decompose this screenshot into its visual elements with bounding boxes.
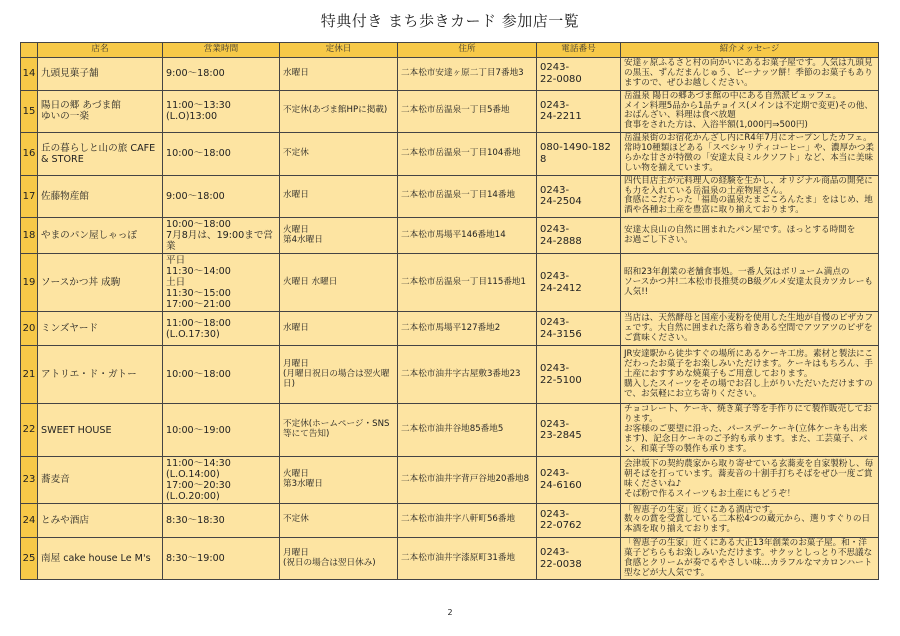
shop-number: 17: [21, 175, 38, 218]
page-number: 2: [447, 608, 453, 617]
shop-number: 20: [21, 312, 38, 346]
closed-days: 不定休(ホームページ・SNS等にて告知): [280, 404, 398, 456]
closed-days: 月曜日 (月曜日祝日の場合は翌火曜日): [280, 346, 398, 404]
table-row: [21, 254, 879, 312]
table-row: [21, 218, 879, 254]
closed-days: 火曜日 第4水曜日: [280, 218, 398, 254]
closed-days: 火曜日 第3水曜日: [280, 456, 398, 503]
table-row: [21, 58, 879, 91]
business-hours: 10:00～19:00: [163, 404, 280, 456]
shop-address: 二本松市油井字古屋敷3番地23: [398, 346, 537, 404]
closed-days: 水曜日: [280, 175, 398, 218]
header-address: 住所: [398, 43, 537, 58]
intro-message: 「智恵子の生家」近くにある酒店です。 数々の賞を受賞している二本松4つの蔵元から、選りすぐりの日本酒を取り揃えております。: [621, 503, 879, 537]
participating-shops-table: [20, 42, 879, 580]
closed-days: 水曜日: [280, 312, 398, 346]
shop-number: 21: [21, 346, 38, 404]
shop-number: 23: [21, 456, 38, 503]
closed-days: 火曜日 水曜日: [280, 254, 398, 312]
shop-name: 蕎麦音: [38, 456, 163, 503]
business-hours: 10:00～18:00: [163, 346, 280, 404]
table-row: [21, 175, 879, 218]
header-hours: 営業時間: [163, 43, 280, 58]
shop-address: 二本松市油井字漆原町31番地: [398, 537, 537, 580]
phone-number: 0243- 23-2845: [537, 404, 621, 456]
header-row: [21, 43, 879, 58]
phone-number: 0243- 24-2412: [537, 254, 621, 312]
shop-name: ソースかつ丼 成駒: [38, 254, 163, 312]
shop-name: 南屋 cake house Le M's: [38, 537, 163, 580]
phone-number: 0243- 24-2504: [537, 175, 621, 218]
business-hours: 11:00～13:30 (L.O)13:00: [163, 90, 280, 133]
table-row: [21, 537, 879, 580]
closed-days: 不定休: [280, 503, 398, 537]
shop-name: 丘の暮らしと山の旅 CAFE & STORE: [38, 133, 163, 176]
shop-address: 二本松市馬場平146番地14: [398, 218, 537, 254]
header-no: [21, 43, 38, 58]
table-row: [21, 456, 879, 503]
shop-name: ミンズヤード: [38, 312, 163, 346]
shop-address: 二本松市岳温泉一丁目104番地: [398, 133, 537, 176]
shop-number: 14: [21, 58, 38, 91]
table-row: [21, 133, 879, 176]
shop-number: 15: [21, 90, 38, 133]
shop-address: 二本松市安達ヶ原二丁目7番地3: [398, 58, 537, 91]
phone-number: 0243- 24-3156: [537, 312, 621, 346]
intro-message: 安達ヶ原ふるさと村の向かいにあるお菓子屋です。人気は九頭見の黒玉、ずんだまんじゅう、ピーナッツ餅！季節のお菓子もありますので、ぜひお越しください。: [621, 58, 879, 91]
table-row: [21, 312, 879, 346]
phone-number: 0243- 22-0080: [537, 58, 621, 91]
intro-message: 会津坂下の契約農家から取り寄せている玄蕎麦を自家製粉し、毎朝そばを打っています。蕎麦音の十割手打ちそばをぜひ一度ご賞味くださいね♪ そば粉で作るスイーツもお土産にもどうぞ！: [621, 456, 879, 503]
intro-message: 岳温泉街のお宿花かんざし内にR4年7月にオープンしたカフェ。常時10種類ほどある「スペシャリティコーヒー」や、濃厚かつ柔らかな甘さが特徴の「安達太良ミルクソフト」など、本当に美味しい物を揃えています。: [621, 133, 879, 176]
shop-number: 25: [21, 537, 38, 580]
intro-message: 岳温泉 陽日の郷あづま館の中にある自然派ビュッフェ。 メイン料理5品から1品チョイス(メインは不定期で変更)その他、おばんざい、料理は食べ放題 食事をされた方は、入浴半額(1,000円⇒500円): [621, 90, 879, 133]
shop-address: 二本松市馬場平127番地2: [398, 312, 537, 346]
shop-address: 二本松市油井字背戸谷地20番地8: [398, 456, 537, 503]
business-hours: 10:00～18:00: [163, 133, 280, 176]
shop-name: SWEET HOUSE: [38, 404, 163, 456]
business-hours: 8:30～19:00: [163, 537, 280, 580]
shop-address: 二本松市油井谷地85番地5: [398, 404, 537, 456]
shop-name: とみや酒店: [38, 503, 163, 537]
shop-address: 二本松市岳温泉一丁目115番地1: [398, 254, 537, 312]
header-name: 店名: [38, 43, 163, 58]
business-hours: 9:00～18:00: [163, 58, 280, 91]
shop-address: 二本松市油井字八軒町56番地: [398, 503, 537, 537]
closed-days: 月曜日 (祝日の場合は翌日休み): [280, 537, 398, 580]
business-hours: 平日 11:30～14:00 土日 11:30～15:00 17:00～21:00: [163, 254, 280, 312]
shop-name: やまのパン屋しゃっぽ: [38, 218, 163, 254]
closed-days: 水曜日: [280, 58, 398, 91]
intro-message: 四代目店主が元料理人の経験を生かし、オリジナル商品の開発にも力を入れている岳温泉の土産物屋さん。 食感にこだわった「福島の温泉たまごころんたま」をはじめ、地酒や各種お土産を豊富に取り揃えております。: [621, 175, 879, 218]
business-hours: 11:00～14:30 (L.O.14:00) 17:00～20:30 (L.O.20:00): [163, 456, 280, 503]
shop-number: 19: [21, 254, 38, 312]
phone-number: 0243- 24-6160: [537, 456, 621, 503]
header-message: 紹介メッセージ: [621, 43, 879, 58]
intro-message: 昭和23年創業の老舗食事処。一番人気はボリューム満点の ソースかつ丼!二本松市長推奨のB級グルメ安達太良カツカレーも人気!!: [621, 254, 879, 312]
intro-message: 安達太良山の自然に囲まれたパン屋です。ほっとする時間を お過ごし下さい。: [621, 218, 879, 254]
shop-name: 陽日の郷 あづま館 ゆいの一楽: [38, 90, 163, 133]
header-phone: 電話番号: [537, 43, 621, 58]
phone-number: 0243- 24-2211: [537, 90, 621, 133]
shop-number: 18: [21, 218, 38, 254]
shop-address: 二本松市岳温泉一丁目5番地: [398, 90, 537, 133]
closed-days: 不定休(あづま館HPに掲載): [280, 90, 398, 133]
shop-number: 24: [21, 503, 38, 537]
table-row: [21, 404, 879, 456]
intro-message: 当店は、天然酵母と国産小麦粉を使用した生地が自慢のピザカフェです。大自然に囲まれた落ち着きある空間でアツアツのピザをご賞味ください。: [621, 312, 879, 346]
closed-days: 不定休: [280, 133, 398, 176]
table-row: [21, 503, 879, 537]
business-hours: 8:30～18:30: [163, 503, 280, 537]
business-hours: 10:00～18:00 7月8月は、19:00まで営業: [163, 218, 280, 254]
intro-message: チョコレート、ケーキ、焼き菓子等を手作りにて製作販売しております。 お客様のご要望に沿った、パースデーケーキ(立体ケーキも出来ます)、記念日ケーキのご予約も承ります。また、工芸菓子、パン、和菓子等の製作も承ります。: [621, 404, 879, 456]
shop-number: 16: [21, 133, 38, 176]
intro-message: 「智恵子の生家」近くにある大正13年創業のお菓子屋。和・洋菓子どちらもお楽しみいただけます。サクッとしっとり不思議な食感とクリームが奏でるやさしい味…カラフルなマカロンハート型などが大人気です。: [621, 537, 879, 580]
business-hours: 9:00～18:00: [163, 175, 280, 218]
shop-name: 九頭見菓子舗: [38, 58, 163, 91]
phone-number: 080-1490-1828: [537, 133, 621, 176]
phone-number: 0243- 22-0762: [537, 503, 621, 537]
table-row: [21, 90, 879, 133]
header-closed: 定休日: [280, 43, 398, 58]
phone-number: 0243- 24-2888: [537, 218, 621, 254]
business-hours: 11:00～18:00 (L.O.17:30): [163, 312, 280, 346]
table-row: [21, 346, 879, 404]
intro-message: JR安達駅から徒歩すぐの場所にあるケーキ工房。素材と製法にこだわったお菓子をお楽しみいただけます。ケーキはもちろん、手土産におすすめな焼菓子もご用意しております。 購入したスイーツをその場でお召し上がりいただいただけますので、お気軽にお立ち寄りください。: [621, 346, 879, 404]
shop-number: 22: [21, 404, 38, 456]
phone-number: 0243- 22-5100: [537, 346, 621, 404]
shop-name: アトリエ・ド・ガトー: [38, 346, 163, 404]
shop-address: 二本松市岳温泉一丁目14番地: [398, 175, 537, 218]
page-title: 特典付き まち歩きカード 参加店一覧: [320, 12, 580, 30]
phone-number: 0243- 22-0038: [537, 537, 621, 580]
shop-name: 佐藤物産館: [38, 175, 163, 218]
